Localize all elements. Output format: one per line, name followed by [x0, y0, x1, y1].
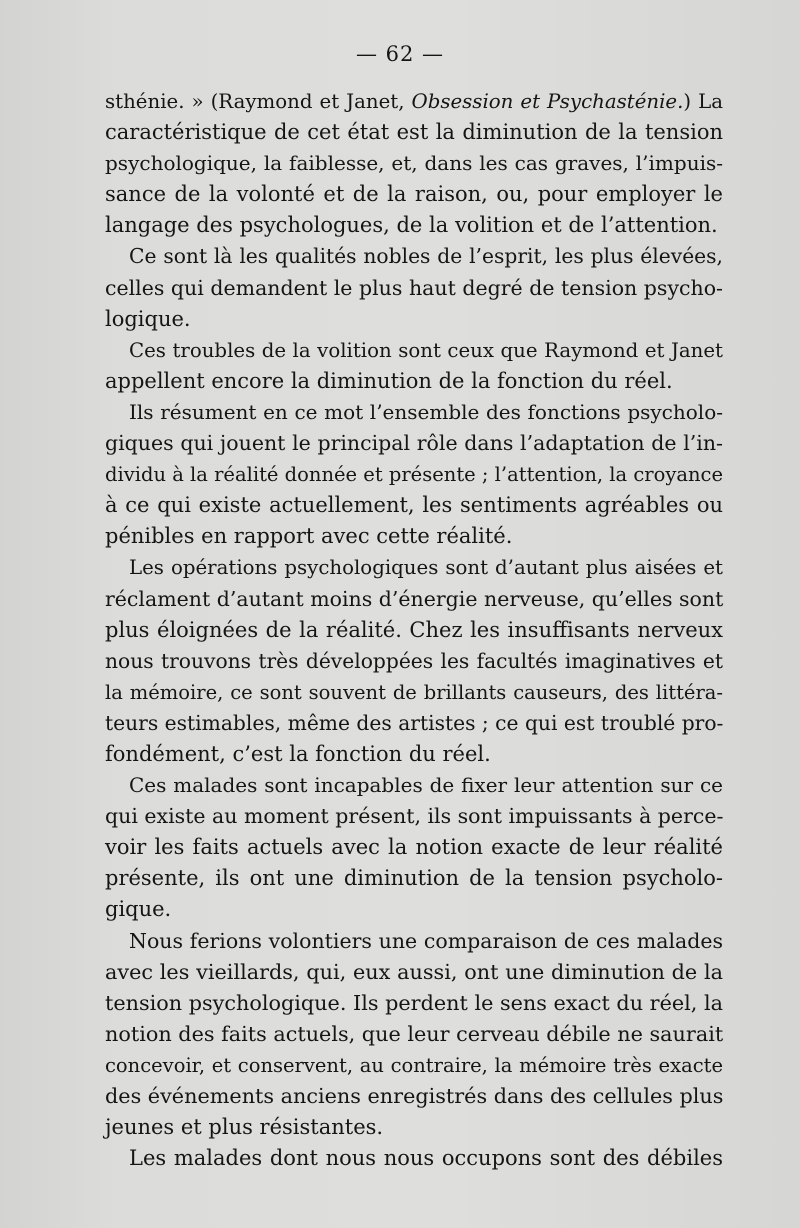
text-line: sance de la volonté et de la raison, ou, pour employer le [105, 182, 723, 207]
text-line: qui existe au moment présent, ils sont impuissants à perce- [105, 804, 724, 829]
text-line: dividu à la réalité donnée et présente ; l’attention, la croyance [105, 463, 723, 487]
text-line: Ces malades sont incapables de fixer leur attention sur ce [129, 773, 723, 798]
text-line: des événements anciens enregistrés dans des cellules plus [105, 1084, 724, 1108]
text-line: présente, ils ont une diminution de la tension psycholo- [105, 866, 723, 891]
text-segment: ) La [683, 90, 723, 113]
text-line: avec les vieillards, qui, eux aussi, ont une diminution de la [105, 959, 723, 984]
text-line: réclament d’autant moins d’énergie nerveuse, qu’elles sont [105, 586, 724, 611]
text-line: concevoir, et conservent, au contraire, la mémoire très exacte [105, 1053, 723, 1077]
page-number: — 62 — [355, 42, 445, 66]
text-line: logique. [105, 306, 191, 331]
text-segment: sthénie. » (Raymond et Janet, [105, 90, 412, 113]
text-line: tension psychologique. Ils perdent le sens exact du réel, la [105, 990, 723, 1015]
text-line: Les opérations psychologiques sont d’autant plus aisées et [129, 556, 723, 580]
text-line: celles qui demandent le plus haut degré de tension psycho- [105, 275, 723, 300]
text-line: pénibles en rapport avec cette réalité. [105, 524, 513, 549]
text-line: appellent encore la diminution de la fonction du réel. [105, 368, 673, 393]
text-line: psychologique, la faiblesse, et, dans les cas graves, l’impuis- [105, 151, 723, 176]
text-line: jeunes et plus résistantes. [105, 1115, 384, 1140]
text-line: teurs estimables, même des artistes ; ce qui est troublé pro- [105, 710, 724, 735]
body-text [105, 86, 723, 1174]
text-line: Nous ferions volontiers une comparaison de ces malades [129, 928, 723, 953]
text-line: giques qui jouent le principal rôle dans l’adaptation de l’in- [105, 431, 723, 456]
text-line: caractéristique de cet état est la diminution de la tension [105, 120, 723, 145]
text-line: Ils résument en ce mot l’ensemble des fonctions psycholo- [129, 399, 723, 424]
text-line: Les malades dont nous nous occupons sont des débiles [129, 1146, 723, 1171]
text-line: notion des faits actuels, que leur cerveau débile ne saurait [105, 1021, 724, 1046]
text-line: nous trouvons très développées les facultés imaginatives et [105, 648, 723, 673]
text-line [105, 86, 723, 117]
text-line: à ce qui existe actuellement, les sentiments agréables ou [105, 493, 723, 518]
text-line: la mémoire, ce sont souvent de brillants causeurs, des littéra- [105, 680, 723, 704]
text-line: Ce sont là les qualités nobles de l’esprit, les plus élevées, [129, 244, 723, 269]
text-line: langage des psychologues, de la volition et de l’attention. [105, 213, 718, 238]
text-line: plus éloignées de la réalité. Chez les insuffisants nerveux [105, 617, 723, 642]
text-line: fondément, c’est la fonction du réel. [105, 741, 491, 766]
text-line: voir les faits actuels avec la notion exacte de leur réalité [105, 835, 723, 860]
book-title: Obsession et Psychasténie. [411, 90, 684, 113]
text-line: Ces troubles de la volition sont ceux que Raymond et Janet [129, 338, 723, 362]
text-line: gique. [105, 897, 172, 922]
